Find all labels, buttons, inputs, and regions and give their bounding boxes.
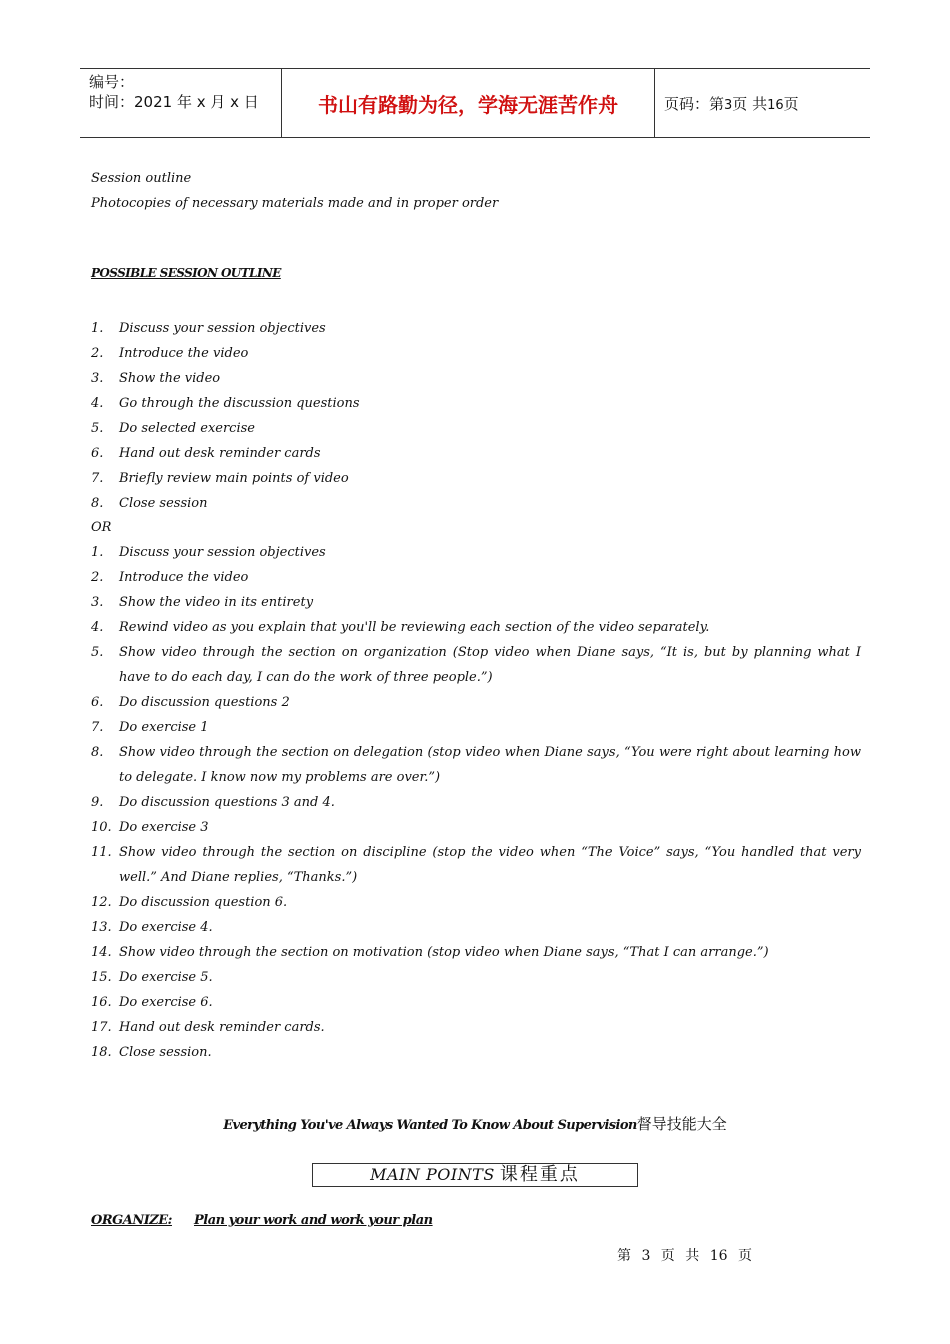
organize-text: Plan your work and work your plan [193,1213,433,1228]
list-item [91,740,861,790]
list-item-text: Go through the discussion questions [119,396,360,411]
list-item-text: Do exercise 3 [119,820,209,835]
page-total: 16 [767,98,784,113]
header-page-info [664,93,799,114]
list-item-text: Show the video [119,371,221,386]
list-item-number: 14. [91,945,112,960]
list-item [91,890,861,915]
list-item [91,565,861,590]
list-item-number: 6. [91,695,104,710]
list-item [91,540,861,565]
list-item [91,965,861,990]
page-current: 3 [724,98,733,113]
list-item-text: Do exercise 4. [119,920,213,935]
outline-title: POSSIBLE SESSION OUTLINE [91,266,281,280]
list-item-text: Show the video in its entirety [119,595,314,610]
list-item-text: Show video through the section on discipline (stop the video when “The Voice” says, “You handled that very well.” And Diane replies, “Thanks.”) [119,845,861,885]
header-meta-cell [80,69,282,137]
organize-heading [91,1213,433,1228]
intro-line: Photocopies of necessary materials made and in proper order [91,196,499,211]
list-item [91,990,861,1015]
section-heading-zh: 督导技能大全 [636,1115,727,1133]
list-item-text: Hand out desk reminder cards [119,446,321,461]
list-item-text: Do discussion questions 3 and 4. [119,795,335,810]
document-time-label: 时间：2021 年 x 月 x 日 [89,93,259,111]
list-item-text: Do selected exercise [119,421,255,436]
list-item-number: 16. [91,995,112,1010]
list-item [91,416,861,441]
page-prefix: 页码：第 [664,95,725,113]
list-item-text: Hand out desk reminder cards. [119,1020,325,1035]
list-item-text: Close session. [119,1045,212,1060]
list-item-number: 2. [91,570,104,585]
list-item-number: 11. [91,845,112,860]
list-item-number: 3. [91,371,104,386]
list-item-number: 2. [91,346,104,361]
list-item [91,690,861,715]
list-item-text: Briefly review main points of video [119,471,349,486]
list-item-text: Do discussion question 6. [119,895,288,910]
list-item-number: 5. [91,645,104,660]
list-item-text: Do exercise 1 [119,720,209,735]
list-item-number: 10. [91,820,112,835]
list-item [91,441,861,466]
list-item-number: 3. [91,595,104,610]
header-motto: 书山有路勤为径，学海无涯苦作舟 [282,69,655,137]
list-item [91,940,861,965]
list-item-number: 13. [91,920,112,935]
outline-list-b [91,540,861,1065]
page-mid: 页 共 [732,95,768,113]
list-item-number: 6. [91,446,104,461]
page-suffix: 页 [783,95,799,113]
list-item-text: Introduce the video [119,570,249,585]
main-points-en: MAIN POINTS [370,1165,495,1184]
list-item-text: Do exercise 6. [119,995,213,1010]
list-item [91,590,861,615]
list-item-number: 1. [91,321,104,336]
list-item [91,715,861,740]
list-item-number: 12. [91,895,112,910]
list-item-text: Show video through the section on motivation (stop video when Diane says, “That I can arrange.”) [119,945,769,960]
list-item-number: 5. [91,421,104,436]
list-item-number: 7. [91,471,104,486]
list-item [91,915,861,940]
or-label: OR [91,520,112,535]
list-item [91,840,861,890]
page-header [80,68,870,138]
main-points-box [312,1163,638,1187]
list-item-number: 18. [91,1045,112,1060]
list-item-text: Show video through the section on organization (Stop video when Diane says, “It is, but by planning what I have to do each day, I can do the work of three people.”) [119,645,861,685]
list-item-number: 8. [91,745,104,760]
list-item-number: 7. [91,720,104,735]
list-item [91,790,861,815]
section-heading-en: Everything You've Always Wanted To Know About Supervision [223,1118,637,1133]
list-item [91,366,861,391]
list-item-text: Show video through the section on delegation (stop video when Diane says, “You were right about learning how to delegate. I know now my problems are over.”) [119,745,861,785]
list-item [91,491,861,516]
list-item [91,341,861,366]
list-item-number: 4. [91,620,104,635]
list-item-text: Do exercise 5. [119,970,213,985]
outline-list-a [91,316,861,516]
list-item-number: 4. [91,396,104,411]
intro-line: Session outline [91,171,192,186]
list-item-text: Introduce the video [119,346,249,361]
list-item-number: 17. [91,1020,112,1035]
list-item [91,640,861,690]
list-item-text: Do discussion questions 2 [119,695,290,710]
list-item [91,316,861,341]
organize-label: ORGANIZE: [91,1213,172,1228]
list-item [91,1040,861,1065]
list-item [91,1015,861,1040]
list-item-number: 8. [91,496,104,511]
list-item-number: 9. [91,795,104,810]
list-item [91,391,861,416]
list-item [91,815,861,840]
list-item-number: 1. [91,545,104,560]
list-item [91,615,861,640]
list-item [91,466,861,491]
main-points-zh: 课程重点 [499,1164,580,1185]
section-heading [0,1113,950,1134]
document-number-label: 编号： [89,73,135,91]
list-item-text: Discuss your session objectives [119,545,326,560]
list-item-number: 15. [91,970,112,985]
list-item-text: Rewind video as you explain that you'll be reviewing each section of the video separately. [119,620,710,635]
page-footer: 第 3 页 共 16 页 [617,1248,752,1264]
list-item-text: Close session [119,496,208,511]
list-item-text: Discuss your session objectives [119,321,326,336]
